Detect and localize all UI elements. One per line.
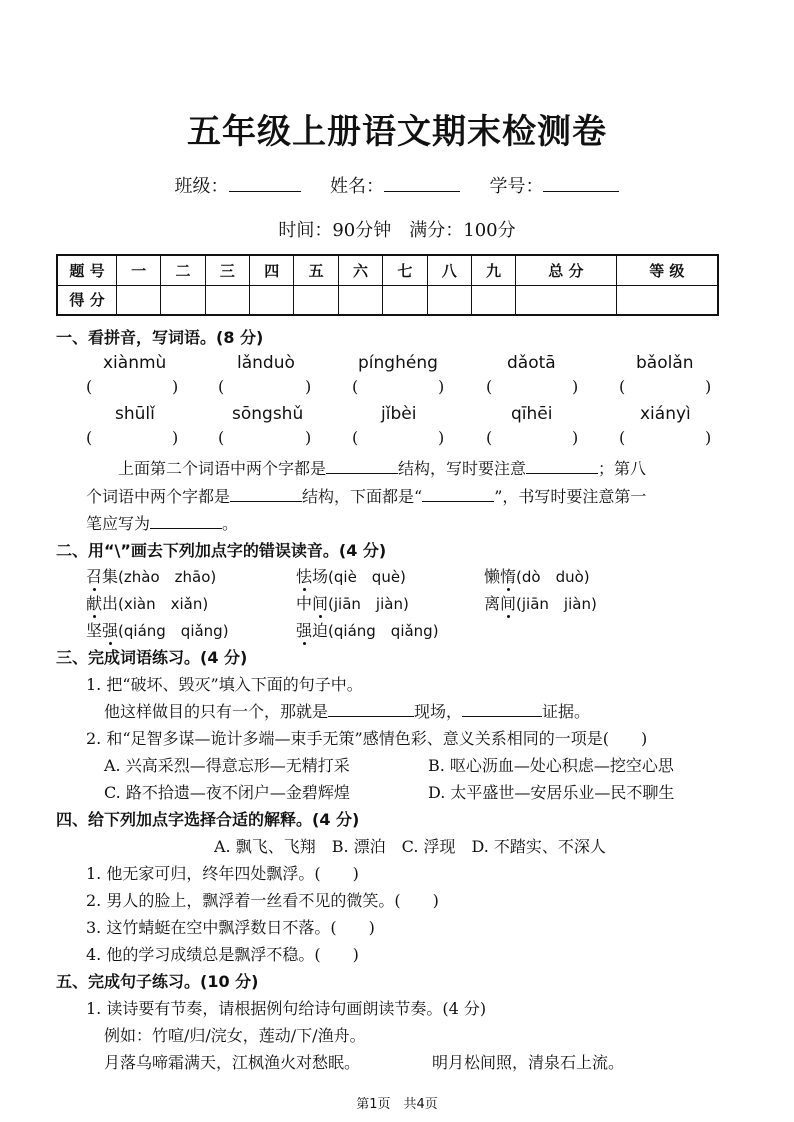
answer-paren-close: ) [172,377,179,396]
answer-paren-open: ( [486,377,493,396]
reading-item [86,564,216,587]
header-cell: 题 号 [57,255,117,285]
row-label: 得 分 [57,285,117,315]
s5-example: 例如：竹喧/归/浣女，莲动/下/渔舟。 [104,1026,366,1045]
section-5-heading: 五、完成句子练习。(10 分) [56,972,259,991]
s4-question-4: 4. 他的学习成绩总是飘浮不稳。( ) [86,945,359,964]
char: 坚 [86,621,103,640]
answer-paren-open: ( [86,428,93,447]
pinyin-options: (qiáng qiǎng) [328,622,439,640]
score-table-row [57,285,718,315]
char: 中 [296,594,313,613]
answer-paren-open: ( [218,377,225,396]
s1-paragraph-line-3 [86,511,238,534]
fill-blank[interactable] [328,715,414,717]
header-cell: 等 级 [616,255,718,285]
header-cell: 总 分 [516,255,616,285]
dotted-char: 强 [102,621,119,640]
reading-item [296,618,439,641]
answer-paren-close: ) [705,377,712,396]
pinyin-2: lǎnduò [237,353,295,373]
answer-paren-close: ) [438,428,445,447]
option-b: B. 呕心沥血—处心积虑—挖空心思 [428,756,674,775]
page-title: 五年级上册语文期末检测卷 [187,112,607,152]
pinyin-4: dǎotā [507,353,556,373]
name-blank[interactable] [384,190,460,192]
char: 懒 [484,567,501,586]
score-cell[interactable] [161,285,205,315]
student-info-line [0,172,794,198]
dotted-char: 献 [86,594,103,613]
header-cell: 二 [161,255,205,285]
header-cell: 三 [205,255,249,285]
reading-item [86,591,208,614]
s3-q1-sentence [104,699,590,722]
score-cell[interactable] [117,285,161,315]
answer-paren-close: ) [438,377,445,396]
s4-question-2: 2. 男人的脸上，飘浮着一丝看不见的微笑。( ) [86,891,439,910]
dotted-char: 强 [296,621,313,640]
pinyin-options: (qiáng qiǎng) [118,622,229,640]
name-label: 姓名： [330,176,384,197]
header-cell: 五 [294,255,338,285]
section-4-heading: 四、给下列加点字选择合适的解释。(4 分) [56,810,360,829]
fill-blank[interactable] [230,500,302,502]
fill-blank[interactable] [326,472,398,474]
score-cell[interactable] [205,285,249,315]
s1-paragraph-line-1 [118,456,646,479]
id-blank[interactable] [543,190,619,192]
pinyin-options: (xiàn xiǎn) [118,595,209,613]
option-a: A. 兴高采烈—得意忘形—无精打采 [104,756,350,775]
answer-paren-open: ( [86,377,93,396]
option-d: D. 太平盛世—安居乐业—民不聊生 [428,783,675,802]
header-cell: 八 [427,255,471,285]
score-cell[interactable] [250,285,294,315]
pinyin-8: jǐbèi [381,404,417,424]
dotted-char: 召 [86,567,103,586]
reading-item [86,618,229,641]
text: ”，书写时要注意第一 [494,487,647,506]
reading-item [296,564,406,587]
pinyin-10: xiányì [640,404,691,424]
answer-paren-open: ( [486,428,493,447]
section-3-heading: 三、完成词语练习。(4 分) [56,648,248,667]
answer-paren-open: ( [619,428,626,447]
section-1-heading: 一、看拼音，写词语。(8 分) [56,328,264,347]
s4-options: A. 飘飞、飞翔 B. 漂泊 C. 浮现 D. 不踏实、不深人 [214,837,606,856]
pinyin-7: sōngshǔ [232,404,304,424]
fill-blank[interactable] [422,500,494,502]
answer-paren-close: ) [705,428,712,447]
answer-paren-close: ) [172,428,179,447]
text: 结构，写时要注意 [398,459,527,478]
text: 个词语中两个字都是 [86,487,231,506]
class-blank[interactable] [229,190,301,192]
pinyin-options: (zhào zhāo) [118,568,217,586]
poem-line-a: 月落乌啼霜满天，江枫渔火对愁眠。 [104,1053,361,1072]
poem-line-b: 明月松间照，清泉石上流。 [432,1053,625,1072]
option-c: C. 路不拾遗—夜不闭户—金碧辉煌 [104,783,350,802]
pinyin-options: (qiè què) [328,568,406,586]
pinyin-options: (dò duò) [516,568,590,586]
dotted-char: 间 [500,594,517,613]
fill-blank[interactable] [150,527,222,529]
s1-paragraph-line-2 [86,484,646,507]
score-cell[interactable] [427,285,471,315]
header-cell: 六 [338,255,382,285]
reading-item [484,591,597,614]
text: 上面第二个词语中两个字都是 [118,459,327,478]
reading-item [484,564,590,587]
pinyin-1: xiànmù [103,353,167,373]
answer-paren-open: ( [218,428,225,447]
reading-item [296,591,409,614]
answer-paren-close: ) [572,377,579,396]
char: 离 [484,594,501,613]
score-cell[interactable] [616,285,718,315]
dotted-char: 怯 [296,567,313,586]
s3-question-1: 1. 把“破坏、毁灭”填入下面的句子中。 [86,675,363,694]
char: 场 [312,567,329,586]
class-label: 班级： [174,176,229,197]
section-2-heading: 二、用“\”画去下列加点字的错误读音。(4 分) [56,541,387,560]
answer-paren-open: ( [352,428,359,447]
header-cell: 七 [383,255,427,285]
pinyin-5: bǎolǎn [636,353,694,373]
char: 集 [102,567,119,586]
score-cell[interactable] [471,285,515,315]
fill-blank[interactable] [526,472,598,474]
answer-paren-open: ( [619,377,626,396]
dotted-char: 惰 [500,567,517,586]
char: 迫 [312,621,329,640]
s5-question-1: 1. 读诗要有节奏，请根据例句给诗句画朗读节奏。(4 分) [86,999,487,1018]
char: 出 [102,594,119,613]
header-cell: 九 [471,255,515,285]
pinyin-6: shūlǐ [115,404,155,424]
fill-blank[interactable] [462,715,542,717]
answer-paren-close: ) [305,377,312,396]
answer-paren-open: ( [352,377,359,396]
score-cell[interactable] [294,285,338,315]
page-footer: 第1页 共4页 [356,1097,438,1112]
pinyin-options: (jiān jiàn) [516,595,597,613]
score-cell[interactable] [383,285,427,315]
dotted-char: 间 [312,594,329,613]
text: 笔应写为 [86,514,151,533]
text: 证据。 [542,702,591,721]
pinyin-9: qīhēi [511,404,553,424]
answer-paren-close: ) [305,428,312,447]
header-cell: 一 [117,255,161,285]
s3-question-2: 2. 和“足智多谋—诡计多端—束手无策”感情色彩、意义关系相同的一项是( ) [86,729,648,748]
time-score-line: 时间：90分钟 满分：100分 [278,220,516,241]
text: 现场， [414,702,463,721]
id-label: 学号： [489,176,544,197]
pinyin-3: pínghéng [358,353,438,373]
text: 他这样做目的只有一个，那就是 [104,702,329,721]
text: 。 [222,514,239,533]
score-table-header [57,255,718,285]
score-table [56,254,719,316]
score-cell[interactable] [338,285,382,315]
text: 结构，下面都是“ [302,487,423,506]
header-cell: 四 [250,255,294,285]
text: ；第八 [598,459,647,478]
pinyin-options: (jiān jiàn) [328,595,409,613]
answer-paren-close: ) [572,428,579,447]
s4-question-1: 1. 他无家可归，终年四处飘浮。( ) [86,864,359,883]
score-cell[interactable] [516,285,616,315]
s4-question-3: 3. 这竹蜻蜓在空中飘浮数日不落。( ) [86,918,375,937]
